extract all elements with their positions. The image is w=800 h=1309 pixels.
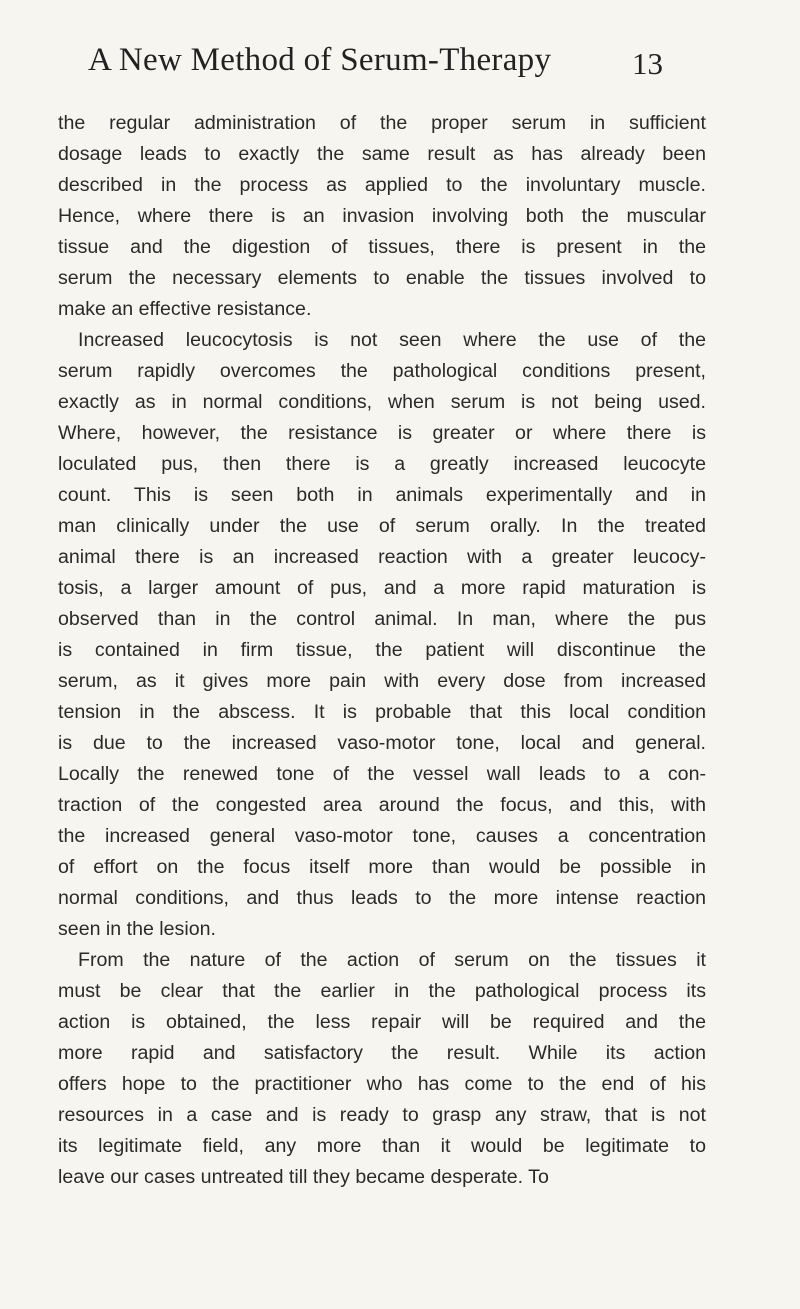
text-line: Locally the renewed tone of the vessel wall leads to a con- <box>58 763 706 785</box>
text-line: the regular administration of the proper serum in sufficient <box>58 112 706 134</box>
text-line: exactly as in normal conditions, when serum is not being used. <box>58 391 706 413</box>
text-line: From the nature of the action of serum on the tissues it <box>78 949 706 971</box>
text-line: more rapid and satisfactory the result. While its action <box>58 1042 706 1064</box>
text-line: resources in a case and is ready to grasp any straw, that is not <box>58 1104 706 1126</box>
text-line: Where, however, the resistance is greater or where there is <box>58 422 706 444</box>
text-line: man clinically under the use of serum orally. In the treated <box>58 515 706 537</box>
text-line: tissue and the digestion of tissues, there is present in the <box>58 236 706 258</box>
text-line: traction of the congested area around the focus, and this, with <box>58 794 706 816</box>
text-line: serum, as it gives more pain with every dose from increased <box>58 670 706 692</box>
text-line: must be clear that the earlier in the pathological process its <box>58 980 706 1002</box>
text-line: loculated pus, then there is a greatly increased leucocyte <box>58 453 706 475</box>
text-line: tosis, a larger amount of pus, and a more rapid maturation is <box>58 577 706 599</box>
text-line: dosage leads to exactly the same result as has already been <box>58 143 706 165</box>
text-line: is contained in firm tissue, the patient will discontinue the <box>58 639 706 661</box>
text-line: Hence, where there is an invasion involving both the muscular <box>58 205 706 227</box>
text-line: serum rapidly overcomes the pathological conditions present, <box>58 360 706 382</box>
text-line: tension in the abscess. It is probable that this local condition <box>58 701 706 723</box>
text-line: the increased general vaso-motor tone, causes a concentration <box>58 825 706 847</box>
text-line: action is obtained, the less repair will be required and the <box>58 1011 706 1033</box>
text-line: make an effective resistance. <box>58 298 312 320</box>
text-line: Increased leucocytosis is not seen where the use of the <box>78 329 706 351</box>
text-line: is due to the increased vaso-motor tone, local and general. <box>58 732 706 754</box>
text-line: seen in the lesion. <box>58 918 216 940</box>
text-line: its legitimate field, any more than it would be legitimate to <box>58 1135 706 1157</box>
text-line: serum the necessary elements to enable the tissues involved to <box>58 267 706 289</box>
text-line: described in the process as applied to the involuntary muscle. <box>58 174 706 196</box>
text-line: count. This is seen both in animals experimentally and in <box>58 484 706 506</box>
text-line: animal there is an increased reaction with a greater leucocy- <box>58 546 706 568</box>
text-line: of effort on the focus itself more than would be possible in <box>58 856 706 878</box>
page-number: 13 <box>632 46 663 81</box>
text-line: offers hope to the practitioner who has come to the end of his <box>58 1073 706 1095</box>
running-header-title: A New Method of Serum-Therapy <box>88 42 552 78</box>
running-header <box>88 42 688 79</box>
text-line: observed than in the control animal. In man, where the pus <box>58 608 706 630</box>
text-line: normal conditions, and thus leads to the more intense reaction <box>58 887 706 909</box>
body-text <box>58 108 706 1193</box>
text-line: leave our cases untreated till they became desperate. To <box>58 1166 549 1188</box>
